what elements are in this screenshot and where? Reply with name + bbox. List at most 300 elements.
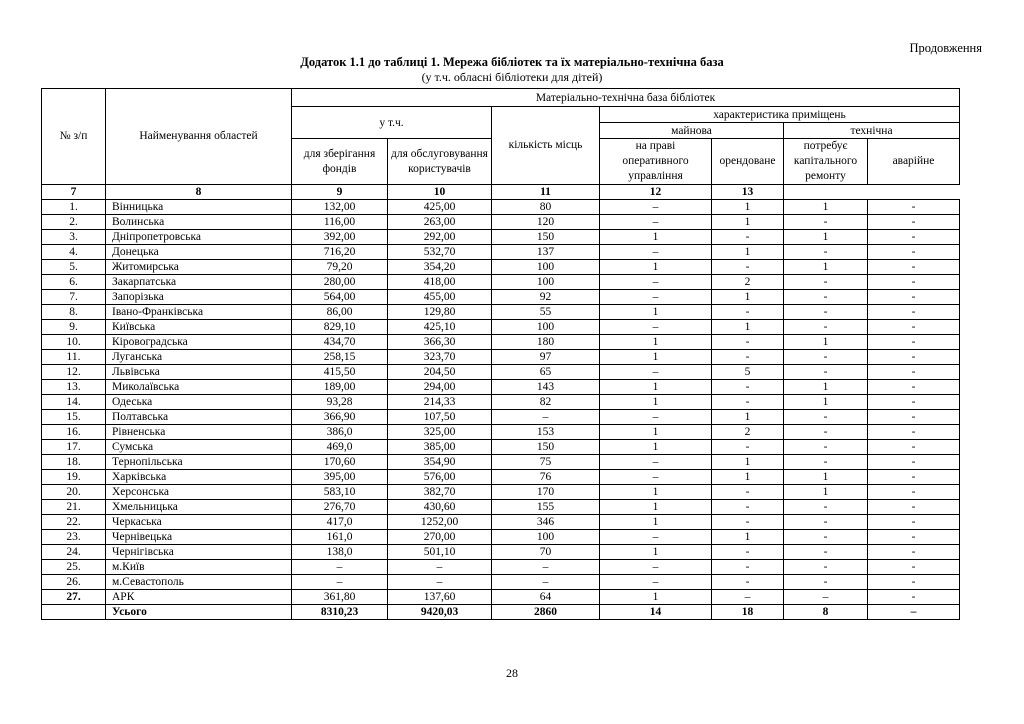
header-col-number: 10 (388, 185, 492, 200)
cell-c11: - (712, 380, 784, 395)
cell-c11: - (712, 440, 784, 455)
cell-c7: 170,60 (292, 455, 388, 470)
cell-c13: - (868, 275, 960, 290)
table-row (42, 410, 960, 425)
cell-c13: - (868, 560, 960, 575)
cell-c8: 294,00 (388, 380, 492, 395)
cell-c9: – (492, 560, 600, 575)
cell-c8: – (388, 575, 492, 590)
cell-c7: 189,00 (292, 380, 388, 395)
total-c12: 8 (784, 605, 868, 620)
row-number: 1. (42, 200, 106, 215)
cell-c8: 385,00 (388, 440, 492, 455)
cell-c9: 150 (492, 230, 600, 245)
cell-c13: - (868, 470, 960, 485)
cell-c8: 325,00 (388, 425, 492, 440)
table-row (42, 500, 960, 515)
cell-c8: 214,33 (388, 395, 492, 410)
cell-c13: - (868, 545, 960, 560)
cell-c7: 392,00 (292, 230, 388, 245)
cell-c11: - (712, 230, 784, 245)
cell-c9: 80 (492, 200, 600, 215)
cell-c12: - (784, 245, 868, 260)
cell-c12: - (784, 575, 868, 590)
cell-c10: – (600, 245, 712, 260)
table-row (42, 365, 960, 380)
row-number: 5. (42, 260, 106, 275)
cell-c11: 2 (712, 425, 784, 440)
cell-c11: - (712, 545, 784, 560)
table-row (42, 440, 960, 455)
row-number: 15. (42, 410, 106, 425)
cell-c8: 263,00 (388, 215, 492, 230)
row-number: 14. (42, 395, 106, 410)
cell-c10: – (600, 530, 712, 545)
cell-c8: – (388, 560, 492, 575)
region-name: Чернівецька (106, 530, 292, 545)
row-number: 18. (42, 455, 106, 470)
cell-c13: - (868, 410, 960, 425)
cell-c11: - (712, 500, 784, 515)
cell-c8: 354,20 (388, 260, 492, 275)
cell-c7: 116,00 (292, 215, 388, 230)
region-name: Львівська (106, 365, 292, 380)
region-name: Рівненська (106, 425, 292, 440)
cell-c13: - (868, 215, 960, 230)
cell-c8: 107,50 (388, 410, 492, 425)
cell-c9: 64 (492, 590, 600, 605)
cell-c13: - (868, 590, 960, 605)
cell-c10: 1 (600, 395, 712, 410)
table-row (42, 200, 960, 215)
total-c9: 2860 (492, 605, 600, 620)
region-name: Чернігівська (106, 545, 292, 560)
total-row (42, 605, 960, 620)
cell-c11: - (712, 350, 784, 365)
row-number: 12. (42, 365, 106, 380)
cell-c7: 716,20 (292, 245, 388, 260)
region-name: м.Севастополь (106, 575, 292, 590)
table-row (42, 350, 960, 365)
table-row (42, 590, 960, 605)
cell-c7: 361,80 (292, 590, 388, 605)
table-row (42, 485, 960, 500)
cell-c12: 1 (784, 260, 868, 275)
header-col-number: 7 (42, 185, 106, 200)
cell-c7: 469,0 (292, 440, 388, 455)
cell-c13: - (868, 335, 960, 350)
cell-c13: - (868, 425, 960, 440)
row-number: 8. (42, 305, 106, 320)
cell-c10: 1 (600, 545, 712, 560)
table-row (42, 305, 960, 320)
cell-c9: 55 (492, 305, 600, 320)
header-premises: характеристика приміщень (600, 107, 960, 123)
table-row (42, 575, 960, 590)
row-number: 9. (42, 320, 106, 335)
total-label: Усього (106, 605, 292, 620)
cell-c7: 161,0 (292, 530, 388, 545)
region-name: АРК (106, 590, 292, 605)
cell-c9: 70 (492, 545, 600, 560)
table-row (42, 260, 960, 275)
cell-c9: 180 (492, 335, 600, 350)
cell-c11: - (712, 575, 784, 590)
cell-c7: 132,00 (292, 200, 388, 215)
cell-c13: - (868, 440, 960, 455)
table-row (42, 290, 960, 305)
continuation-label: Продовження (909, 41, 982, 55)
cell-c13: - (868, 200, 960, 215)
cell-c8: 137,60 (388, 590, 492, 605)
region-name: Івано-Франківська (106, 305, 292, 320)
cell-c9: 76 (492, 470, 600, 485)
cell-c8: 323,70 (388, 350, 492, 365)
cell-c9: – (492, 410, 600, 425)
cell-c12: - (784, 500, 868, 515)
cell-c7: 276,70 (292, 500, 388, 515)
cell-c13: - (868, 350, 960, 365)
cell-c11: 1 (712, 470, 784, 485)
cell-c12: - (784, 320, 868, 335)
row-number: 10. (42, 335, 106, 350)
cell-c12: - (784, 365, 868, 380)
cell-c12: 1 (784, 230, 868, 245)
cell-c13: - (868, 455, 960, 470)
table-row (42, 395, 960, 410)
cell-c13: - (868, 500, 960, 515)
cell-c13: - (868, 320, 960, 335)
cell-c10: 1 (600, 590, 712, 605)
region-name: Миколаївська (106, 380, 292, 395)
table-row (42, 245, 960, 260)
table-row (42, 230, 960, 245)
cell-c10: – (600, 200, 712, 215)
cell-c10: – (600, 215, 712, 230)
library-network-table (41, 88, 960, 620)
cell-c8: 532,70 (388, 245, 492, 260)
header-col-number: 12 (600, 185, 712, 200)
header-col-number: 8 (106, 185, 292, 200)
cell-c12: - (784, 290, 868, 305)
cell-c12: 1 (784, 335, 868, 350)
region-name: Дніпропетровська (106, 230, 292, 245)
cell-c8: 501,10 (388, 545, 492, 560)
cell-c11: 1 (712, 215, 784, 230)
region-name: Херсонська (106, 485, 292, 500)
cell-c9: 155 (492, 500, 600, 515)
cell-c11: - (712, 305, 784, 320)
region-name: Київська (106, 320, 292, 335)
cell-c12: - (784, 425, 868, 440)
cell-c10: 1 (600, 515, 712, 530)
cell-c7: 280,00 (292, 275, 388, 290)
cell-c7: 564,00 (292, 290, 388, 305)
cell-c8: 455,00 (388, 290, 492, 305)
cell-c11: 5 (712, 365, 784, 380)
cell-c10: 1 (600, 425, 712, 440)
cell-c12: 1 (784, 485, 868, 500)
cell-c9: 100 (492, 530, 600, 545)
cell-c13: - (868, 260, 960, 275)
table-row (42, 320, 960, 335)
row-number: 21. (42, 500, 106, 515)
header-region: Найменування областей (106, 89, 292, 185)
cell-c13: - (868, 380, 960, 395)
total-c13: – (868, 605, 960, 620)
cell-c13: - (868, 515, 960, 530)
row-number: 3. (42, 230, 106, 245)
row-number: 22. (42, 515, 106, 530)
header-service: для обслуговування користувачів (388, 139, 492, 185)
cell-c12: - (784, 515, 868, 530)
cell-c8: 382,70 (388, 485, 492, 500)
header-no: № з/п (42, 89, 106, 185)
cell-c11: 2 (712, 275, 784, 290)
table-header (42, 89, 960, 200)
table-row (42, 560, 960, 575)
table-row (42, 215, 960, 230)
cell-c11: - (712, 260, 784, 275)
table-row (42, 530, 960, 545)
header-emergency: аварійне (868, 139, 960, 185)
row-number: 2. (42, 215, 106, 230)
header-seats: кількість місць (492, 107, 600, 185)
cell-c13: - (868, 395, 960, 410)
cell-c12: 1 (784, 200, 868, 215)
cell-c9: 97 (492, 350, 600, 365)
table-row (42, 380, 960, 395)
cell-c10: 1 (600, 335, 712, 350)
region-name: Закарпатська (106, 275, 292, 290)
cell-c12: - (784, 545, 868, 560)
cell-c8: 418,00 (388, 275, 492, 290)
cell-c13: - (868, 230, 960, 245)
cell-c8: 1252,00 (388, 515, 492, 530)
region-name: Хмельницька (106, 500, 292, 515)
cell-c8: 366,30 (388, 335, 492, 350)
cell-c7: – (292, 575, 388, 590)
region-name: Запорізька (106, 290, 292, 305)
cell-c9: 153 (492, 425, 600, 440)
cell-c8: 292,00 (388, 230, 492, 245)
cell-c8: 270,00 (388, 530, 492, 545)
row-number: 7. (42, 290, 106, 305)
cell-c11: 1 (712, 200, 784, 215)
cell-c9: 150 (492, 440, 600, 455)
table-row (42, 275, 960, 290)
row-number: 24. (42, 545, 106, 560)
header-col-number: 13 (712, 185, 784, 200)
region-name: м.Київ (106, 560, 292, 575)
cell-c9: 170 (492, 485, 600, 500)
cell-c12: - (784, 560, 868, 575)
row-number: 4. (42, 245, 106, 260)
cell-c7: 366,90 (292, 410, 388, 425)
cell-c10: 1 (600, 500, 712, 515)
row-number: 17. (42, 440, 106, 455)
cell-c8: 576,00 (388, 470, 492, 485)
cell-c10: – (600, 470, 712, 485)
header-incl: у т.ч. (292, 107, 492, 139)
cell-c13: - (868, 485, 960, 500)
cell-c11: - (712, 395, 784, 410)
cell-c12: - (784, 410, 868, 425)
cell-c10: – (600, 275, 712, 290)
cell-c8: 425,00 (388, 200, 492, 215)
header-mtb: Матеріально-технічна база бібліотек (292, 89, 960, 107)
row-number: 20. (42, 485, 106, 500)
row-number: 27. (42, 590, 106, 605)
cell-c11: 1 (712, 290, 784, 305)
document-title: Додаток 1.1 до таблиці 1. Мережа бібліотек та їх матеріально-технічна база (300, 55, 724, 69)
cell-c10: 1 (600, 380, 712, 395)
header-col-number: 11 (492, 185, 600, 200)
cell-c13: - (868, 365, 960, 380)
header-storage: для зберігання фондів (292, 139, 388, 185)
cell-c7: – (292, 560, 388, 575)
row-number: 23. (42, 530, 106, 545)
cell-c7: 86,00 (292, 305, 388, 320)
cell-c10: – (600, 560, 712, 575)
cell-c7: 434,70 (292, 335, 388, 350)
region-name: Донецька (106, 245, 292, 260)
cell-c10: 1 (600, 260, 712, 275)
row-number: 16. (42, 425, 106, 440)
cell-c11: - (712, 560, 784, 575)
cell-c10: – (600, 320, 712, 335)
table-row (42, 455, 960, 470)
cell-c13: - (868, 530, 960, 545)
header-rented: орендоване (712, 139, 784, 185)
cell-c9: 346 (492, 515, 600, 530)
header-operative: на праві оперативного управління (600, 139, 712, 185)
cell-c11: 1 (712, 455, 784, 470)
cell-c12: - (784, 440, 868, 455)
cell-c13: - (868, 290, 960, 305)
region-name: Житомирська (106, 260, 292, 275)
cell-c10: 1 (600, 230, 712, 245)
cell-c9: 75 (492, 455, 600, 470)
cell-c7: 415,50 (292, 365, 388, 380)
cell-c10: – (600, 410, 712, 425)
total-c7: 8310,23 (292, 605, 388, 620)
cell-c10: 1 (600, 305, 712, 320)
cell-c8: 430,60 (388, 500, 492, 515)
cell-c9: 92 (492, 290, 600, 305)
region-name: Харківська (106, 470, 292, 485)
region-name: Вінницька (106, 200, 292, 215)
cell-c12: - (784, 215, 868, 230)
row-number: 11. (42, 350, 106, 365)
total-c11: 18 (712, 605, 784, 620)
region-name: Черкаська (106, 515, 292, 530)
cell-c11: - (712, 515, 784, 530)
cell-c8: 129,80 (388, 305, 492, 320)
cell-c9: – (492, 575, 600, 590)
cell-c12: - (784, 530, 868, 545)
region-name: Тернопільська (106, 455, 292, 470)
row-number: 19. (42, 470, 106, 485)
cell-c11: 1 (712, 410, 784, 425)
cell-c12: - (784, 305, 868, 320)
cell-c7: 417,0 (292, 515, 388, 530)
cell-c9: 100 (492, 260, 600, 275)
cell-c9: 120 (492, 215, 600, 230)
cell-c12: 1 (784, 470, 868, 485)
cell-c13: - (868, 305, 960, 320)
cell-c7: 583,10 (292, 485, 388, 500)
cell-c7: 395,00 (292, 470, 388, 485)
cell-c12: – (784, 590, 868, 605)
header-property: майнова (600, 123, 784, 139)
cell-c9: 100 (492, 275, 600, 290)
region-name: Кіровоградська (106, 335, 292, 350)
cell-c8: 425,10 (388, 320, 492, 335)
cell-c12: - (784, 455, 868, 470)
region-name: Волинська (106, 215, 292, 230)
cell-c10: – (600, 455, 712, 470)
cell-c9: 137 (492, 245, 600, 260)
cell-c10: 1 (600, 350, 712, 365)
total-no (42, 605, 106, 620)
header-technical: технічна (784, 123, 960, 139)
region-name: Сумська (106, 440, 292, 455)
cell-c13: - (868, 575, 960, 590)
cell-c9: 143 (492, 380, 600, 395)
table-row (42, 425, 960, 440)
cell-c8: 354,90 (388, 455, 492, 470)
cell-c7: 79,20 (292, 260, 388, 275)
cell-c11: - (712, 485, 784, 500)
cell-c11: – (712, 590, 784, 605)
row-number: 13. (42, 380, 106, 395)
cell-c12: - (784, 275, 868, 290)
cell-c7: 829,10 (292, 320, 388, 335)
cell-c11: - (712, 335, 784, 350)
cell-c11: 1 (712, 530, 784, 545)
cell-c10: 1 (600, 440, 712, 455)
row-number: 26. (42, 575, 106, 590)
region-name: Одеська (106, 395, 292, 410)
table-row (42, 470, 960, 485)
cell-c9: 100 (492, 320, 600, 335)
total-c8: 9420,03 (388, 605, 492, 620)
cell-c9: 65 (492, 365, 600, 380)
region-name: Полтавська (106, 410, 292, 425)
cell-c9: 82 (492, 395, 600, 410)
cell-c10: – (600, 575, 712, 590)
table-row (42, 515, 960, 530)
row-number: 25. (42, 560, 106, 575)
cell-c11: 1 (712, 245, 784, 260)
cell-c10: – (600, 365, 712, 380)
cell-c13: - (868, 245, 960, 260)
row-number: 6. (42, 275, 106, 290)
cell-c11: 1 (712, 320, 784, 335)
header-repair: потребує капітального ремонту (784, 139, 868, 185)
table-body (42, 200, 960, 605)
cell-c10: – (600, 290, 712, 305)
cell-c12: - (784, 350, 868, 365)
cell-c7: 138,0 (292, 545, 388, 560)
cell-c7: 258,15 (292, 350, 388, 365)
cell-c8: 204,50 (388, 365, 492, 380)
table-row (42, 335, 960, 350)
total-c10: 14 (600, 605, 712, 620)
document-subtitle: (у т.ч. обласні бібліотеки для дітей) (421, 70, 603, 84)
header-col-number: 9 (292, 185, 388, 200)
